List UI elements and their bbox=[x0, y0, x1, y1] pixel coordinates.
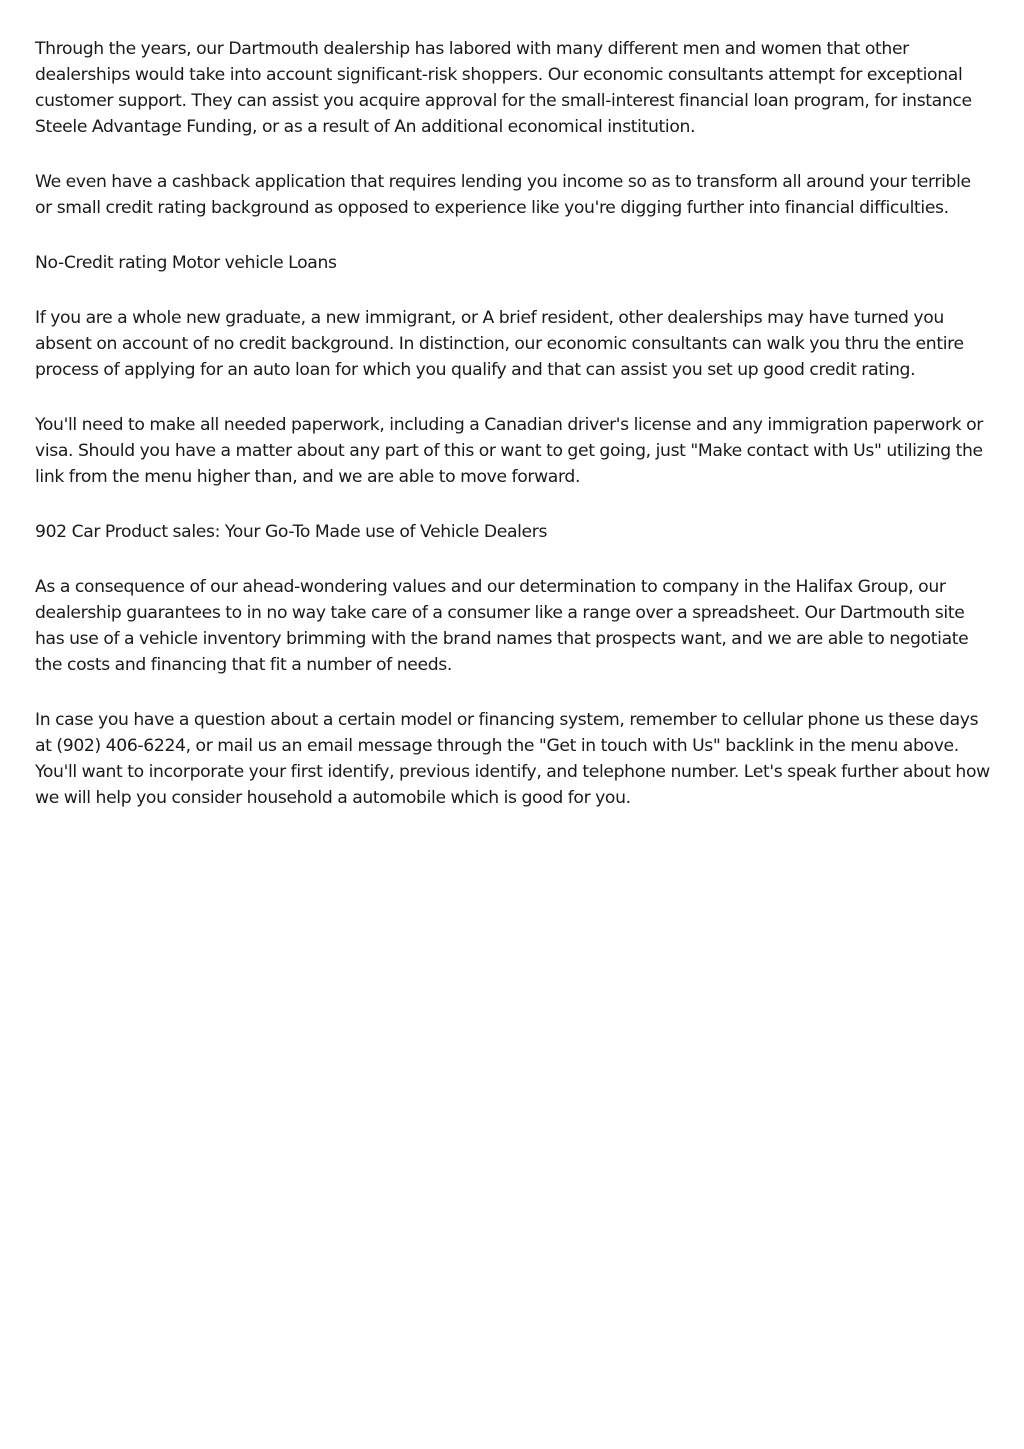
paragraph-intro: Through the years, our Dartmouth dealership has labored with many different men and women that other dealerships would take into account significant-risk shoppers. Our economic consultants attempt for exceptional customer support. They can assist you acquire approval for the small-interest financial loan program, for instance Steele Advantage Funding, or as a result of An additional economical institution. bbox=[35, 39, 972, 137]
paragraph-no-credit: If you are a whole new graduate, a new immigrant, or A brief resident, other dealerships may have turned you absent on account of no credit background. In distinction, our economic consultants can walk you thru the entire process of applying for an auto loan for which you qualify and that can assist you set up good credit rating. bbox=[35, 308, 964, 380]
paragraph-cashback: We even have a cashback application that requires lending you income so as to transform all around your terrible or small credit rating background as opposed to experience like you're digging further into financial difficulties. bbox=[35, 172, 971, 218]
paragraph-paperwork: You'll need to make all needed paperwork, including a Canadian driver's license and any immigration paperwork or visa. Should you have a matter about any part of this or want to get going, just "Make contact with Us" utilizing the link from the menu higher than, and we are able to move forward. bbox=[35, 415, 983, 487]
paragraph-contact: In case you have a question about a certain model or financing system, remember to cellular phone us these days at (902) 406-6224, or mail us an email message through the "Get in touch with Us" backlink in the menu above. You'll want to incorporate your first identify, previous identify, and telephone number. Let's speak further about how we will help you consider household a automobile which is good for you. bbox=[35, 710, 990, 808]
paragraph-values: As a consequence of our ahead-wondering values and our determination to company in the Halifax Group, our dealership guarantees to in no way take care of a consumer like a range over a spreadsheet. Our Dartmouth site has use of a vehicle inventory brimming with the brand names that prospects want, and we are able to negotiate the costs and financing that fit a number of needs. bbox=[35, 577, 969, 675]
section-heading-dealers: 902 Car Product sales: Your Go-To Made use of Vehicle Dealers bbox=[35, 522, 548, 542]
document-body bbox=[35, 36, 990, 840]
section-heading-no-credit: No-Credit rating Motor vehicle Loans bbox=[35, 253, 337, 273]
